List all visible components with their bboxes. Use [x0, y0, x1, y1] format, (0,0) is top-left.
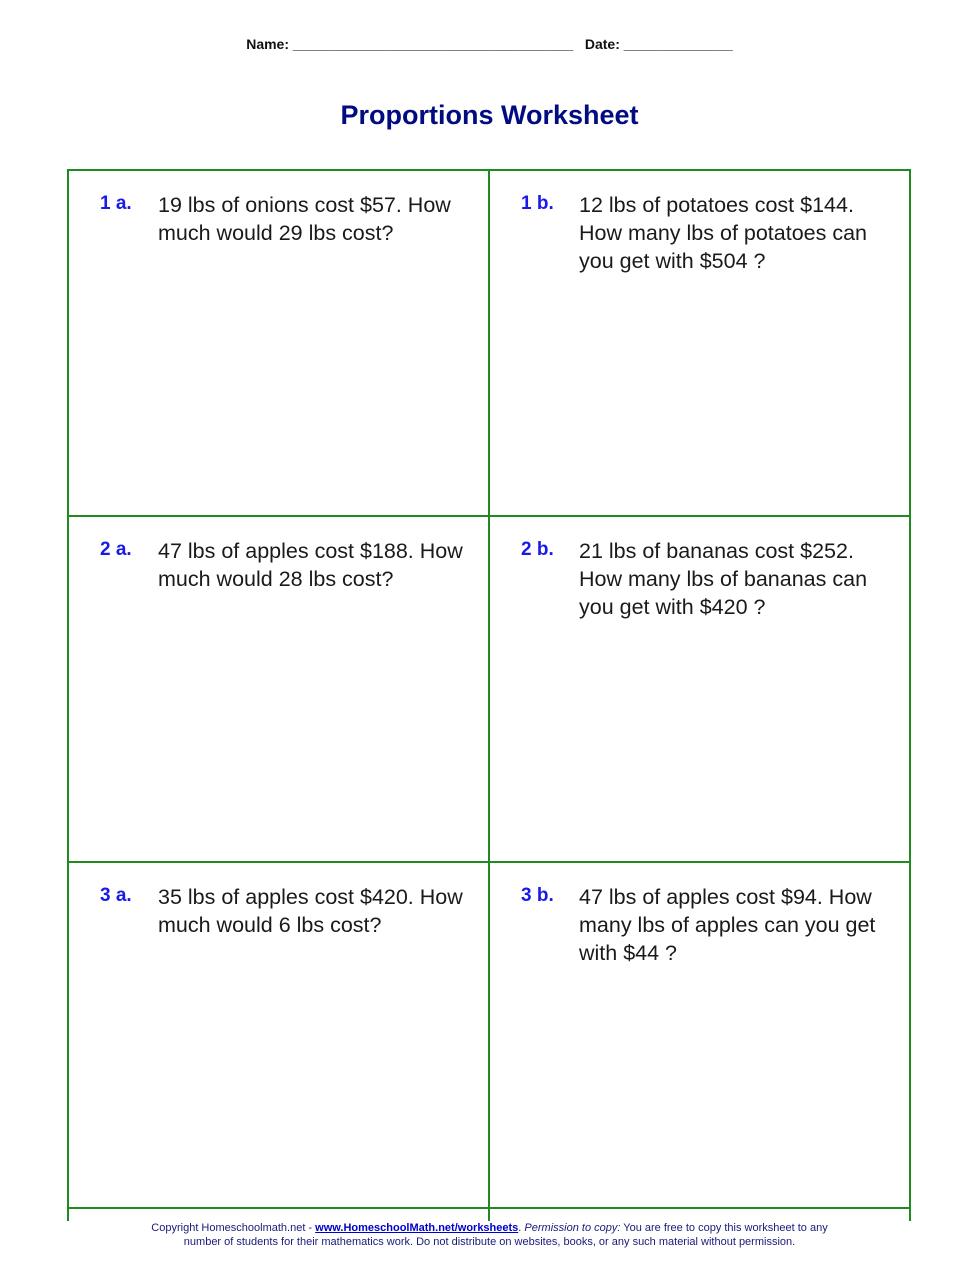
- problem-text: 21 lbs of bananas cost $252. How many lbs of bananas can you get with $420 ?: [579, 539, 868, 619]
- problem-text: 47 lbs of apples cost $94. How many lbs of apples can you get with $44 ?: [579, 885, 876, 965]
- problem-number: 3 b.: [521, 885, 554, 906]
- name-date-line: [0, 36, 979, 52]
- date-label: Date:: [584, 36, 620, 52]
- footer: [0, 1221, 979, 1249]
- grid-divider-row-1: [67, 515, 911, 517]
- date-field[interactable]: ______________: [623, 36, 733, 52]
- grid-divider-vertical: [488, 169, 490, 1221]
- permission-text: You are free to copy this worksheet to any: [620, 1222, 828, 1234]
- name-field[interactable]: ____________________________________: [292, 36, 574, 52]
- page-title: Proportions Worksheet: [340, 100, 639, 130]
- problem-number: 3 a.: [100, 885, 132, 906]
- problem-number: 2 a.: [100, 539, 132, 560]
- grid-divider-row-3: [67, 1207, 911, 1209]
- problem-number: 2 b.: [521, 539, 554, 560]
- permission-label: Permission to copy:: [524, 1222, 621, 1234]
- copyright-text: Copyright Homeschoolmath.net -: [151, 1222, 316, 1234]
- problem-number: 1 a.: [100, 193, 132, 214]
- problem-text: 35 lbs of apples cost $420. How much would 6 lbs cost?: [158, 885, 463, 937]
- grid-divider-row-2: [67, 861, 911, 863]
- problem-number: 1 b.: [521, 193, 554, 214]
- problem-text: 12 lbs of potatoes cost $144. How many lbs of potatoes can you get with $504 ?: [579, 193, 868, 273]
- problem-text: 19 lbs of onions cost $57. How much would 29 lbs cost?: [158, 193, 451, 245]
- worksheets-link[interactable]: www.HomeschoolMath.net/worksheets: [315, 1222, 519, 1234]
- name-label: Name:: [246, 36, 289, 52]
- footer-line-2: number of students for their mathematics work. Do not distribute on websites, books, or any such material without permission.: [183, 1236, 796, 1248]
- problem-text: 47 lbs of apples cost $188. How much would 28 lbs cost?: [158, 539, 463, 591]
- footer-line-1: Copyright Homeschoolmath.net - www.HomeschoolMath.net/worksheets. Permission to copy: You are free to copy this worksheet to any: [151, 1222, 828, 1234]
